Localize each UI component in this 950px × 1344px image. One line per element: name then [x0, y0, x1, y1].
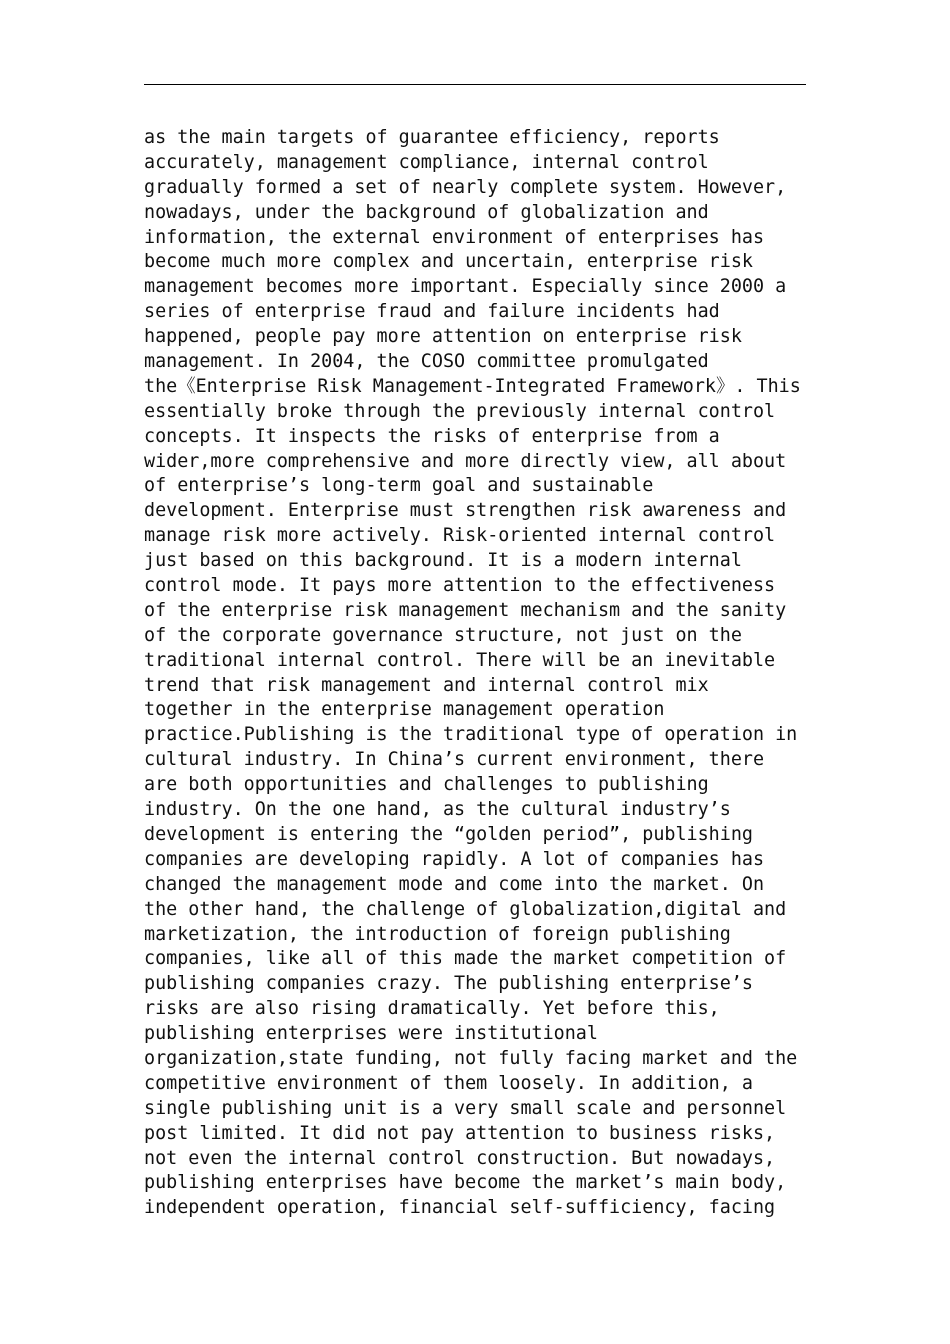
text-line: of the corporate governance structure, not just on the — [144, 624, 742, 646]
text-line: independent operation, financial self-sufficiency, facing — [144, 1197, 776, 1219]
text-line: nowadays, under the background of globalization and — [144, 201, 709, 223]
text-line: cultural industry. In China’s current environment, there — [144, 749, 765, 771]
text-line: trend that risk management and internal control mix — [144, 674, 709, 696]
text-line: happened, people pay more attention on enterprise risk — [144, 326, 742, 348]
text-line: of the enterprise risk management mechanism and the sanity — [144, 599, 787, 621]
text-line: industry. On the one hand, as the cultural industry’s — [144, 799, 731, 821]
text-line: single publishing unit is a very small scale and personnel — [144, 1097, 787, 1119]
text-line: management. In 2004, the COSO committee promulgated — [144, 351, 709, 373]
text-line: become much more complex and uncertain, enterprise risk — [144, 251, 753, 273]
body-text — [144, 126, 814, 1221]
text-line: marketization, the introduction of foreign publishing — [144, 923, 731, 945]
text-line: are both opportunities and challenges to publishing — [144, 774, 709, 796]
text-line: organization,state funding, not fully facing market and the — [144, 1047, 798, 1069]
text-line: not even the internal control construction. But nowadays, — [144, 1147, 776, 1169]
text-line: manage risk more actively. Risk-oriented internal control — [144, 525, 776, 547]
text-line: management becomes more important. Especially since 2000 a — [144, 276, 787, 298]
text-line: accurately, management compliance, internal control — [144, 151, 709, 173]
text-line: information, the external environment of enterprises has — [144, 226, 765, 248]
text-line: gradually formed a set of nearly complete system. However, — [144, 176, 787, 198]
text-line: wider,more comprehensive and more directly view, all about — [144, 450, 787, 472]
text-line: changed the management mode and come into the market. On — [144, 873, 765, 895]
text-line: as the main targets of guarantee efficiency, reports — [144, 127, 720, 148]
text-line: just based on this background. It is a modern internal — [144, 550, 742, 572]
text-line: development is entering the “golden period”, publishing — [144, 823, 753, 845]
text-line: competitive environment of them loosely. In addition, a — [144, 1072, 753, 1094]
text-line: practice.Publishing is the traditional type of operation in — [144, 724, 798, 746]
text-line: publishing companies crazy. The publishing enterprise’s — [144, 973, 753, 995]
text-line: control mode. It pays more attention to the effectiveness — [144, 575, 776, 597]
text-line: publishing enterprises were institutional — [144, 1023, 598, 1045]
text-line: companies, like all of this made the market competition of — [144, 948, 787, 970]
text-line: risks are also rising dramatically. Yet before this, — [144, 998, 720, 1020]
text-line: companies are developing rapidly. A lot of companies has — [144, 848, 765, 870]
text-line: concepts. It inspects the risks of enterprise from a — [144, 425, 720, 447]
text-line: post limited. It did not pay attention to business risks, — [144, 1122, 776, 1144]
text-line: the《Enterprise Risk Management-Integrated Framework》. This — [144, 375, 801, 397]
text-line: series of enterprise fraud and failure incidents had — [144, 301, 720, 323]
text-line: essentially broke through the previously internal control — [144, 400, 776, 422]
header-rule — [144, 84, 806, 85]
text-line: publishing enterprises have become the market’s main body, — [144, 1172, 787, 1194]
text-line: traditional internal control. There will be an inevitable — [144, 649, 776, 671]
text-line: together in the enterprise management operation — [144, 699, 665, 721]
text-line: of enterprise’s long-term goal and sustainable — [144, 475, 654, 497]
text-line: the other hand, the challenge of globalization,digital and — [144, 898, 787, 920]
text-line: development. Enterprise must strengthen risk awareness and — [144, 500, 787, 522]
